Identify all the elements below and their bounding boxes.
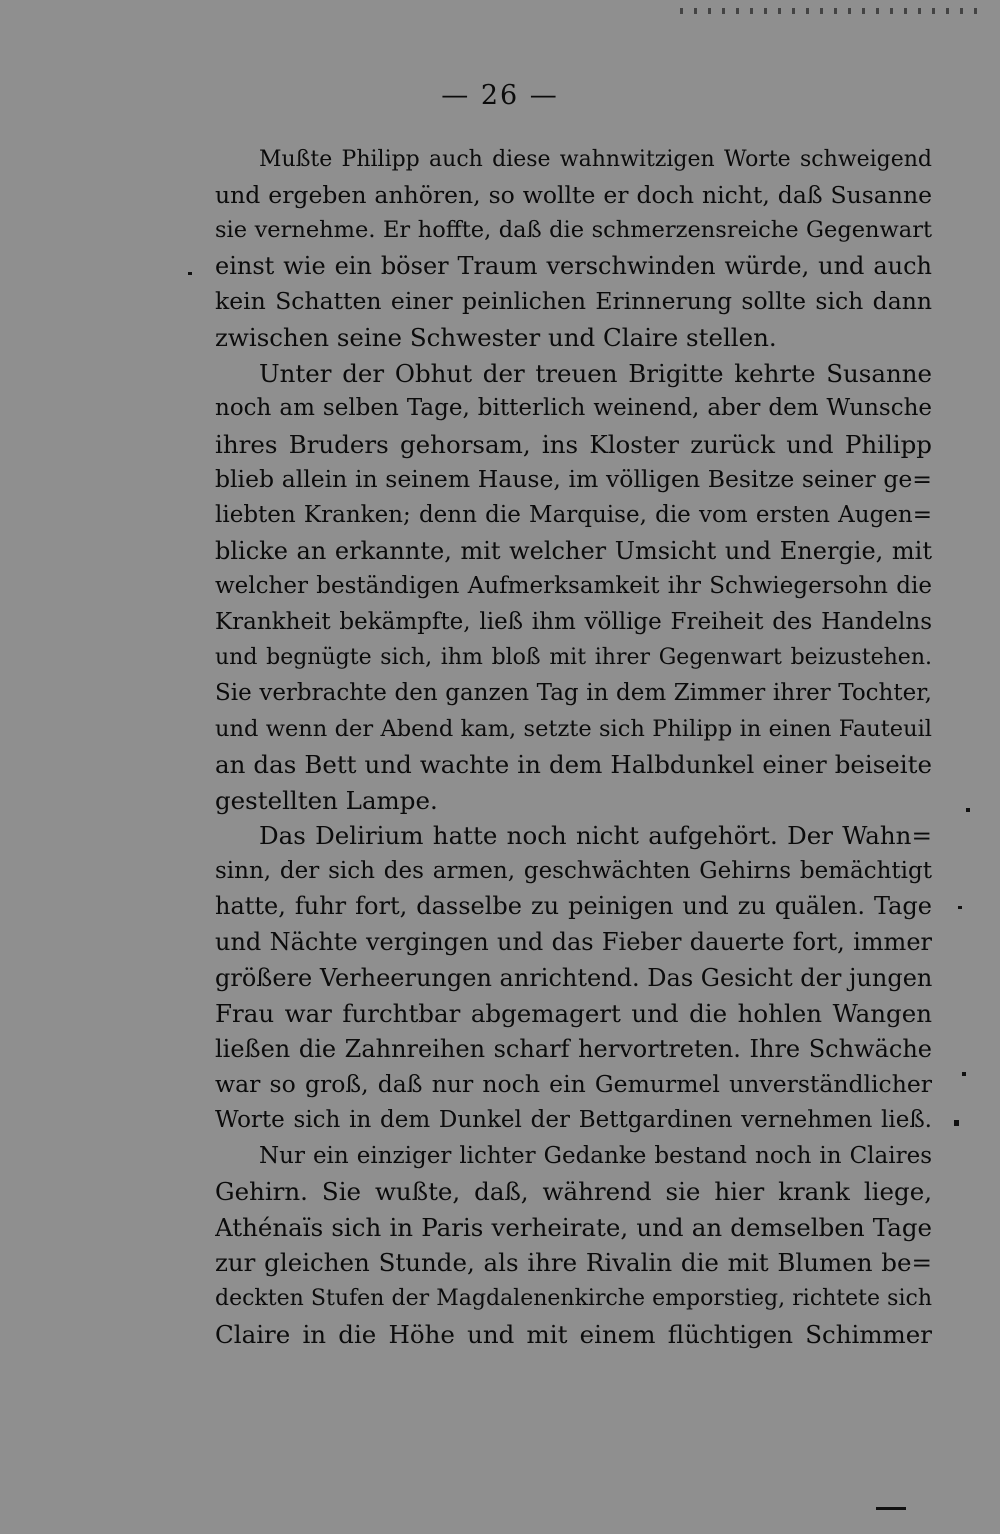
text-line: Mußte Philipp auch diese wahnwitzigen Worte schweigend [259, 147, 932, 172]
text-line: Krankheit bekämpfte, ließ ihm völlige Freiheit des Handelns [215, 608, 932, 635]
text-line: blicke an erkannte, mit welcher Umsicht und Energie, mit [215, 536, 932, 565]
text-line: ihres Bruders gehorsam, ins Kloster zurück und Philipp [215, 429, 932, 459]
scan-speck [188, 272, 192, 275]
scan-speck [962, 1072, 966, 1076]
text-line: Claire in die Höhe und mit einem flüchtigen Schimmer [215, 1319, 932, 1349]
body-text [215, 142, 932, 1352]
text-line: größere Verheerungen anrichtend. Das Gesicht der jungen [215, 963, 932, 992]
text-line: deckten Stufen der Magdalenenkirche emporstieg, richtete sich [215, 1286, 932, 1311]
text-line: Unter der Obhut der treuen Brigitte kehrte Susanne [259, 358, 932, 388]
page-number-header: — 26 — [441, 80, 559, 111]
scan-speck [954, 1120, 959, 1126]
text-line: blieb allein in seinem Hause, im völligen Besitze seiner ge= [215, 465, 932, 494]
text-line: Worte sich in dem Dunkel der Bettgardinen vernehmen ließ. [215, 1107, 932, 1134]
text-line: und wenn der Abend kam, setzte sich Philipp in einen Fauteuil [215, 715, 932, 742]
text-line: zur gleichen Stunde, als ihre Rivalin die mit Blumen be= [215, 1248, 932, 1278]
text-line: Gehirn. Sie wußte, daß, während sie hier krank liege, [215, 1177, 932, 1207]
text-line: Nur ein einziger lichter Gedanke bestand noch in Claires [259, 1142, 932, 1169]
scan-edge-artifact [680, 8, 980, 14]
text-line: ließen die Zahnreihen scharf hervortreten. Ihre Schwäche [215, 1034, 932, 1063]
text-line: liebten Kranken; denn die Marquise, die vom ersten Augen= [215, 501, 932, 528]
text-line: Frau war furchtbar abgemagert und die hohlen Wangen [215, 999, 932, 1029]
text-line: sie vernehme. Er hoffte, daß die schmerzensreiche Gegenwart [215, 217, 932, 244]
text-line: gestellten Lampe. [215, 785, 438, 815]
text-line: und ergeben anhören, so wollte er doch nicht, daß Susanne [215, 180, 932, 209]
text-line: einst wie ein böser Traum verschwinden würde, und auch [215, 251, 932, 280]
text-line: und begnügte sich, ihm bloß mit ihrer Gegenwart beizustehen. [215, 645, 932, 671]
text-line: sinn, der sich des armen, geschwächten Gehirns bemächtigt [215, 857, 932, 884]
scan-speck [958, 906, 962, 909]
scan-speck [966, 808, 970, 812]
text-line: Athénaïs sich in Paris verheirate, und an demselben Tage [215, 1212, 932, 1242]
text-line: und Nächte vergingen und das Fieber dauerte fort, immer [215, 928, 932, 957]
text-line: zwischen seine Schwester und Claire stellen. [215, 322, 777, 352]
text-line: war so groß, daß nur noch ein Gemurmel unverständlicher [215, 1070, 932, 1099]
text-line: Sie verbrachte den ganzen Tag in dem Zimmer ihrer Tochter, [215, 679, 932, 706]
text-line: welcher beständigen Aufmerksamkeit ihr Schwiegersohn die [215, 573, 932, 600]
text-line: Das Delirium hatte noch nicht aufgehört. Der Wahn= [259, 821, 932, 851]
text-line: an das Bett und wachte in dem Halbdunkel einer beiseite [215, 750, 932, 780]
scan-speck [876, 1507, 906, 1510]
text-line: noch am selben Tage, bitterlich weinend, aber dem Wunsche [215, 395, 932, 422]
text-line: kein Schatten einer peinlichen Erinnerung sollte sich dann [215, 287, 932, 316]
text-line: hatte, fuhr fort, dasselbe zu peinigen und zu quälen. Tage [215, 892, 932, 921]
